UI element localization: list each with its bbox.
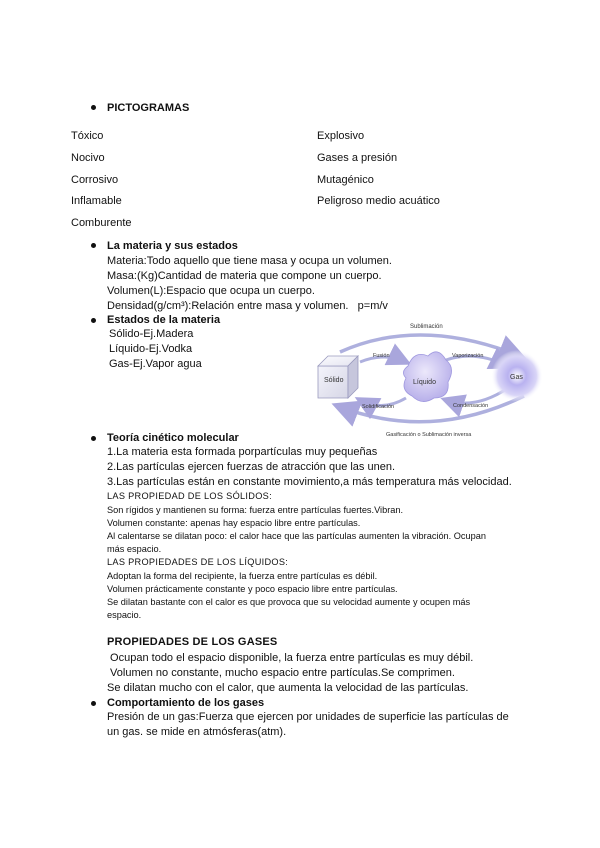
bullet-teoria bbox=[91, 436, 96, 441]
bullet-estados bbox=[91, 318, 96, 323]
bullet-comportamiento bbox=[91, 701, 96, 706]
materia-line-1: Materia:Todo aquello que tiene masa y ocupa un volumen. bbox=[107, 255, 392, 267]
teoria-line-2: 2.Las partículas ejercen fuerzas de atracción que las unen. bbox=[107, 461, 396, 473]
solid-label: Sólido bbox=[324, 377, 344, 384]
pictograma-right-3: Mutagénico bbox=[317, 174, 374, 186]
pictograma-left-5: Comburente bbox=[71, 217, 132, 229]
estado-solido: Sólido-Ej.Madera bbox=[109, 328, 194, 340]
liquidos-line-1: Adoptan la forma del recipiente, la fuerza entre partículas es débil. bbox=[107, 571, 378, 581]
pictograma-left-4: Inflamable bbox=[71, 195, 122, 207]
gases-line-2: Volumen no constante, mucho espacio entre partículas.Se comprimen. bbox=[107, 667, 455, 679]
teoria-heading: Teoría cinético molecular bbox=[107, 432, 239, 444]
fusion-label: Fusión bbox=[373, 353, 390, 359]
estado-liquido: Líquido-Ej.Vodka bbox=[109, 343, 193, 355]
liquidos-line-3: Se dilatan bastante con el calor es que provoca que su velocidad aumente y ocupen más bbox=[107, 597, 471, 607]
gases-heading: PROPIEDADES DE LOS GASES bbox=[107, 636, 278, 648]
pictograma-right-1: Explosivo bbox=[317, 130, 365, 142]
solidos-line-2: Volumen constante: apenas hay espacio libre entre partículas. bbox=[107, 518, 361, 528]
sublimacion-label: Sublimación bbox=[410, 324, 443, 330]
liquid-blob bbox=[403, 352, 451, 402]
diagram-caption: Gasificación o Sublimación inversa bbox=[386, 432, 472, 438]
states-diagram bbox=[310, 316, 550, 442]
gases-line-1: Ocupan todo el espacio disponible, la fuerza entre partículas es muy débil. bbox=[107, 652, 474, 664]
sublimacion-arrow bbox=[340, 335, 520, 356]
solidos-line-1: Son rígidos y mantienen su forma: fuerza entre partículas fuertes.Vibran. bbox=[107, 505, 404, 515]
liquid-label: Líquido bbox=[413, 379, 436, 386]
pictograma-right-2: Gases a presión bbox=[317, 152, 398, 164]
condensacion-label: Condensación bbox=[453, 403, 489, 409]
liquidos-title: LAS PROPIEDADES DE LOS LÍQUIDOS: bbox=[107, 557, 289, 567]
comportamiento-line-2: un gas. se mide en atmósferas(atm). bbox=[107, 726, 287, 738]
solidos-line-4: más espacio. bbox=[107, 544, 162, 554]
bullet-materia bbox=[91, 243, 96, 248]
comportamiento-heading: Comportamiento de los gases bbox=[107, 697, 265, 709]
liquidos-line-2: Volumen prácticamente constante y poco espacio libre entre partículas. bbox=[107, 584, 398, 594]
comportamiento-line-1: Presión de un gas:Fuerza que ejercen por unidades de superficie las partículas de bbox=[107, 711, 509, 723]
teoria-line-1: 1.La materia esta formada porpartículas muy pequeñas bbox=[107, 446, 378, 458]
solidificacion-label: Solidificación bbox=[362, 404, 395, 410]
solidos-line-3: Al calentarse se dilatan poco: el calor hace que las partículas aumenten la vibración. Ocupan bbox=[107, 531, 486, 541]
estado-gas: Gas-Ej.Vapor agua bbox=[109, 358, 202, 370]
pictogramas-heading: PICTOGRAMAS bbox=[107, 102, 190, 114]
estados-heading: Estados de la materia bbox=[107, 314, 221, 326]
pictograma-left-3: Corrosivo bbox=[71, 174, 119, 186]
gas-label: Gas bbox=[510, 374, 523, 381]
materia-line-3: Volumen(L):Espacio que ocupa un cuerpo. bbox=[107, 285, 315, 297]
materia-line-4: Densidad(g/cm³):Relación entre masa y volumen. p=m/v bbox=[107, 300, 388, 312]
gases-line-3: Se dilatan mucho con el calor, que aumenta la velocidad de las partículas. bbox=[107, 682, 469, 694]
vaporizacion-label: Vaporización bbox=[452, 353, 484, 359]
pictograma-left-1: Tóxico bbox=[71, 130, 104, 142]
solidos-title: LAS PROPIEDAD DE LOS SÓLIDOS: bbox=[107, 491, 272, 501]
pictograma-left-2: Nocivo bbox=[71, 152, 105, 164]
materia-heading: La materia y sus estados bbox=[107, 240, 238, 252]
liquidos-line-4: espacio. bbox=[107, 610, 142, 620]
teoria-line-3: 3.Las partículas están en constante movimiento,a más temperatura más velocidad. bbox=[107, 476, 512, 488]
pictograma-right-4: Peligroso medio acuático bbox=[317, 195, 440, 207]
materia-line-2: Masa:(Kg)Cantidad de materia que compone un cuerpo. bbox=[107, 270, 382, 282]
bullet-pictogramas bbox=[91, 105, 96, 110]
